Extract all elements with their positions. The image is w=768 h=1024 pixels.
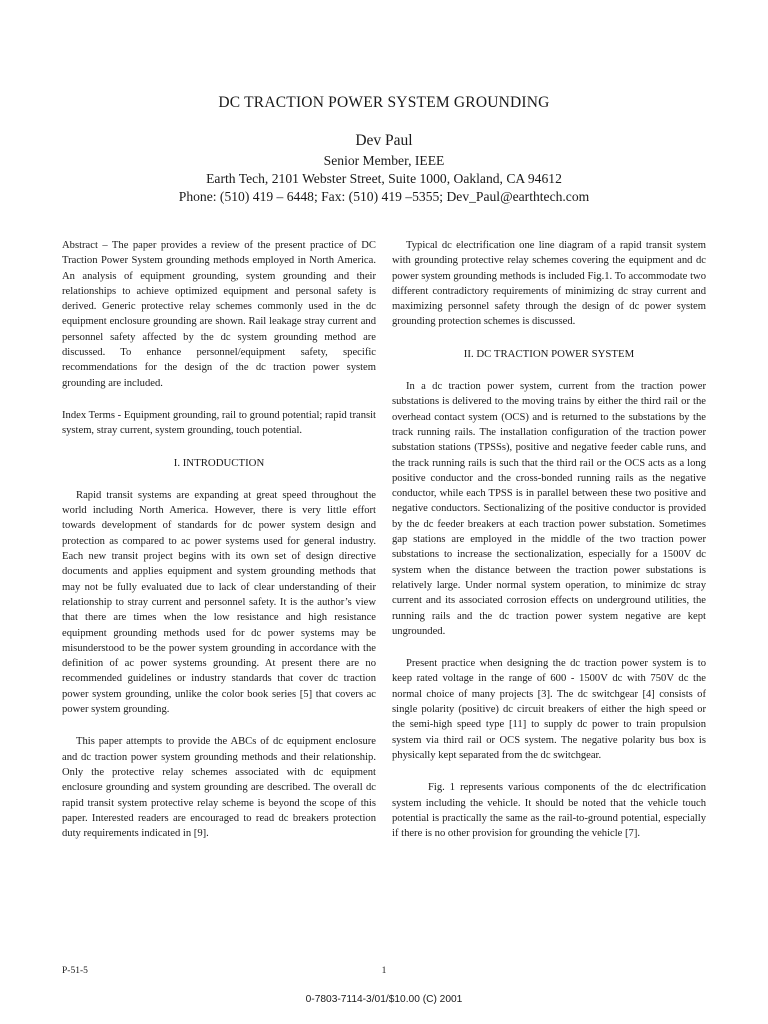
paragraph: This paper attempts to provide the ABCs of dc equipment enclosure and dc traction power system grounding methods and their relationship. Only the protective relay schemes associated with dc equipment enclosure grounding and system grounding are described. The overall dc rapid transit system protective relay scheme is beyond the scope of this paper. Interested readers are encouraged to read dc breakers protection duty requirements indicated in [9]. bbox=[62, 736, 376, 840]
abstract: Abstract – The paper provides a review of the present practice of DC Traction Power System grounding methods employed in North America. An analysis of equipment grounding, system grounding and their relationships to achieve optimized equipment and personal safety is derived. Generic protective relay schemes commonly used in the dc equipment enclosure grounding are shown. Rail leakage stray current and personnel safety affected by the dc system grounding method are discussed. To enhance personnel/equipment safety, specific recommendations for the design of the dc traction power system grounding are included. bbox=[62, 240, 376, 389]
paragraph: Fig. 1 represents various components of the dc electrification system including the vehicle. It should be noted that the vehicle touch potential is practically the same as the rail-to-ground potential, especially if there is no other provision for grounding the vehicle [7]. bbox=[392, 782, 706, 840]
paragraph: Typical dc electrification one line diagram of a rapid transit system with grounding protective relay schemes covering the equipment and dc power system grounding methods is included Fig.1. To accommodate two different contradictory requirements of minimizing dc stray current and maximizing personnel safety through the design of dc power system grounding protection schemes is discussed. bbox=[392, 240, 706, 328]
index-terms: Index Terms - Equipment grounding, rail to ground potential; rapid transit system, stray current, system grounding, touch potential. bbox=[62, 409, 376, 437]
page-number: 1 bbox=[381, 966, 387, 976]
author-name: Dev Paul bbox=[355, 132, 413, 149]
author-address: Earth Tech, 2101 Webster Street, Suite 1000, Oakland, CA 94612 bbox=[206, 171, 562, 186]
right-column bbox=[392, 238, 706, 841]
left-column bbox=[62, 238, 376, 841]
paper-title: DC TRACTION POWER SYSTEM GROUNDING bbox=[218, 94, 550, 111]
section-heading-introduction: I. INTRODUCTION bbox=[173, 456, 265, 469]
section-heading-dc-traction-power-system: II. DC TRACTION POWER SYSTEM bbox=[463, 347, 635, 360]
copyright-isbn: 0-7803-7114-3/01/$10.00 (C) 2001 bbox=[305, 994, 463, 1005]
paragraph: Present practice when designing the dc traction power system is to keep rated voltage in the range of 600 - 1500V dc with 750V dc the normal choice of many projects [3]. The dc switchgear [4] consists of single polarity (positive) dc circuit breakers of either the high speed or the semi-high speed type [11] to supply dc power to train propulsion system via third rail or OCS system. The negative polarity bus box is physically kept separated from the dc switchgear. bbox=[392, 658, 706, 761]
paragraph: In a dc traction power system, current from the traction power substations is delivered to the moving trains by either the third rail or the overhead contact system (OCS) and is returned to the substations by the track running rails. The installation configuration of the traction power substation stations (TPSSs), positive and negative feeder cable runs, and the track running rails is such that the third rail or the OCS acts as a long positive conductor and the cross-bonded running rails as the negative conductor, while each TPSS is in parallel between these two positive and negative conductors. Sectionalizing of the positive conductor is provided by the dc feeder breakers at each traction power substation. Sometimes gap stations are employed in the middle of the two traction power substations to increase the sectionalization, especially for a 1500V dc system when the distance between the traction power substations is relatively large. Under normal system operation, to minimize dc stray current and its associated corrosion effects on underground utilities, the running rails and the dc traction power system negative are kept ungrounded. bbox=[392, 381, 706, 637]
paragraph: Rapid transit systems are expanding at great speed throughout the world including North America. However, there is very little effort towards development of standards for dc power system design and protection as compared to ac power systems used for general industry. Each new transit project begins with its own set of design directive documents and applies equipment and system grounding methods that may not be fully evaluated due to lack of clear understanding of their relationship to stray current and personnel safety. It is the author’s view that there are times when the low resistance and high resistance equipment grounding methods used for dc power systems may be misunderstood to be the power system grounding in accordance with the definition of ac power systems grounding. At present there are no recommended guidelines or industry standards that cover dc traction power system grounding, unlike the color book series [5] that covers ac power system grounding. bbox=[62, 489, 376, 716]
author-role: Senior Member, IEEE bbox=[323, 153, 445, 168]
author-contact: Phone: (510) 419 – 6448; Fax: (510) 419 –5355; Dev_Paul@earthtech.com bbox=[178, 189, 590, 204]
page-code: P-51-5 bbox=[62, 966, 88, 976]
